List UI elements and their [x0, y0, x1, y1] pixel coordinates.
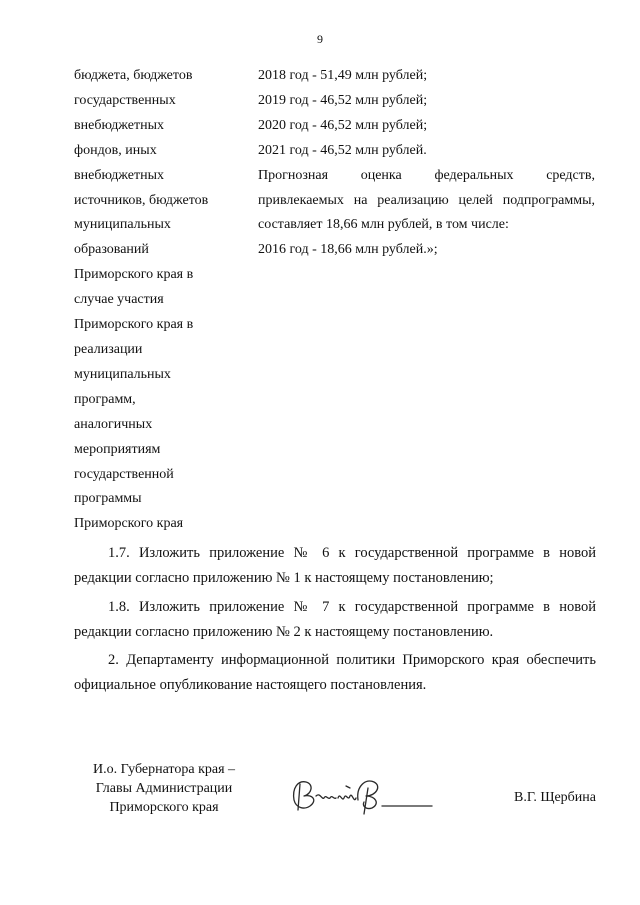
- title-line: Главы Администрации: [95, 781, 233, 796]
- handwritten-signature: [286, 770, 436, 820]
- label-line: внебюджетных: [74, 117, 165, 133]
- paragraph-2: 2. Департаменту информационной политики Приморского края обеспечить официальное опубликование настоящего постановления.: [74, 652, 596, 693]
- year-amount-2021: 2021 год - 46,52 млн рублей.: [258, 142, 427, 158]
- label-line: государственных: [74, 92, 176, 108]
- label-line: источников, бюджетов: [74, 192, 209, 208]
- label-line: мероприятиям: [74, 441, 161, 457]
- year-amount-2020: 2020 год - 46,52 млн рублей;: [258, 117, 428, 133]
- label-line: Приморского края в: [74, 267, 194, 283]
- signatory-name: В.Г. Щербина: [513, 790, 596, 805]
- title-line: И.о. Губернатора края –: [92, 762, 236, 777]
- paragraph-1-7: 1.7. Изложить приложение № 6 к государственной программе в новой редакции согласно приложению № 1 к настоящему постановлению;: [74, 545, 596, 586]
- label-line: Приморского края в: [74, 317, 194, 333]
- signatory-title: [74, 760, 254, 817]
- label-line: случае участия: [74, 292, 164, 308]
- label-line: образований: [74, 242, 149, 258]
- year-amount-2016: 2016 год - 18,66 млн рублей.»;: [258, 242, 438, 258]
- label-line: фондов, иных: [74, 142, 157, 158]
- label-line: аналогичных: [74, 416, 153, 432]
- funding-values: [258, 64, 595, 263]
- title-line: Приморского края: [109, 800, 219, 815]
- signature-block: [74, 760, 596, 830]
- year-amount-2019: 2019 год - 46,52 млн рублей;: [258, 92, 428, 108]
- page-number: 9: [317, 32, 323, 46]
- label-line: государственной: [74, 466, 174, 482]
- paragraph-1-8: 1.8. Изложить приложение № 7 к государственной программе в новой редакции согласно приложению № 2 к настоящему постановлению.: [74, 599, 596, 640]
- funding-source-label: [74, 64, 244, 537]
- label-line: муниципальных: [74, 366, 171, 382]
- label-line: внебюджетных: [74, 167, 165, 183]
- year-amount-2018: 2018 год - 51,49 млн рублей;: [258, 68, 428, 83]
- label-line: программы: [74, 491, 142, 507]
- label-line: бюджета, бюджетов: [74, 68, 193, 83]
- label-line: муниципальных: [74, 217, 171, 233]
- label-line: реализации: [74, 341, 143, 357]
- label-line: программ,: [74, 391, 136, 407]
- federal-forecast-text: Прогнозная оценка федеральных средств, привлекаемых на реализацию целей подпрограммы, составляет 18,66 млн рублей, в том числе:: [258, 167, 595, 233]
- label-line: Приморского края: [74, 516, 184, 532]
